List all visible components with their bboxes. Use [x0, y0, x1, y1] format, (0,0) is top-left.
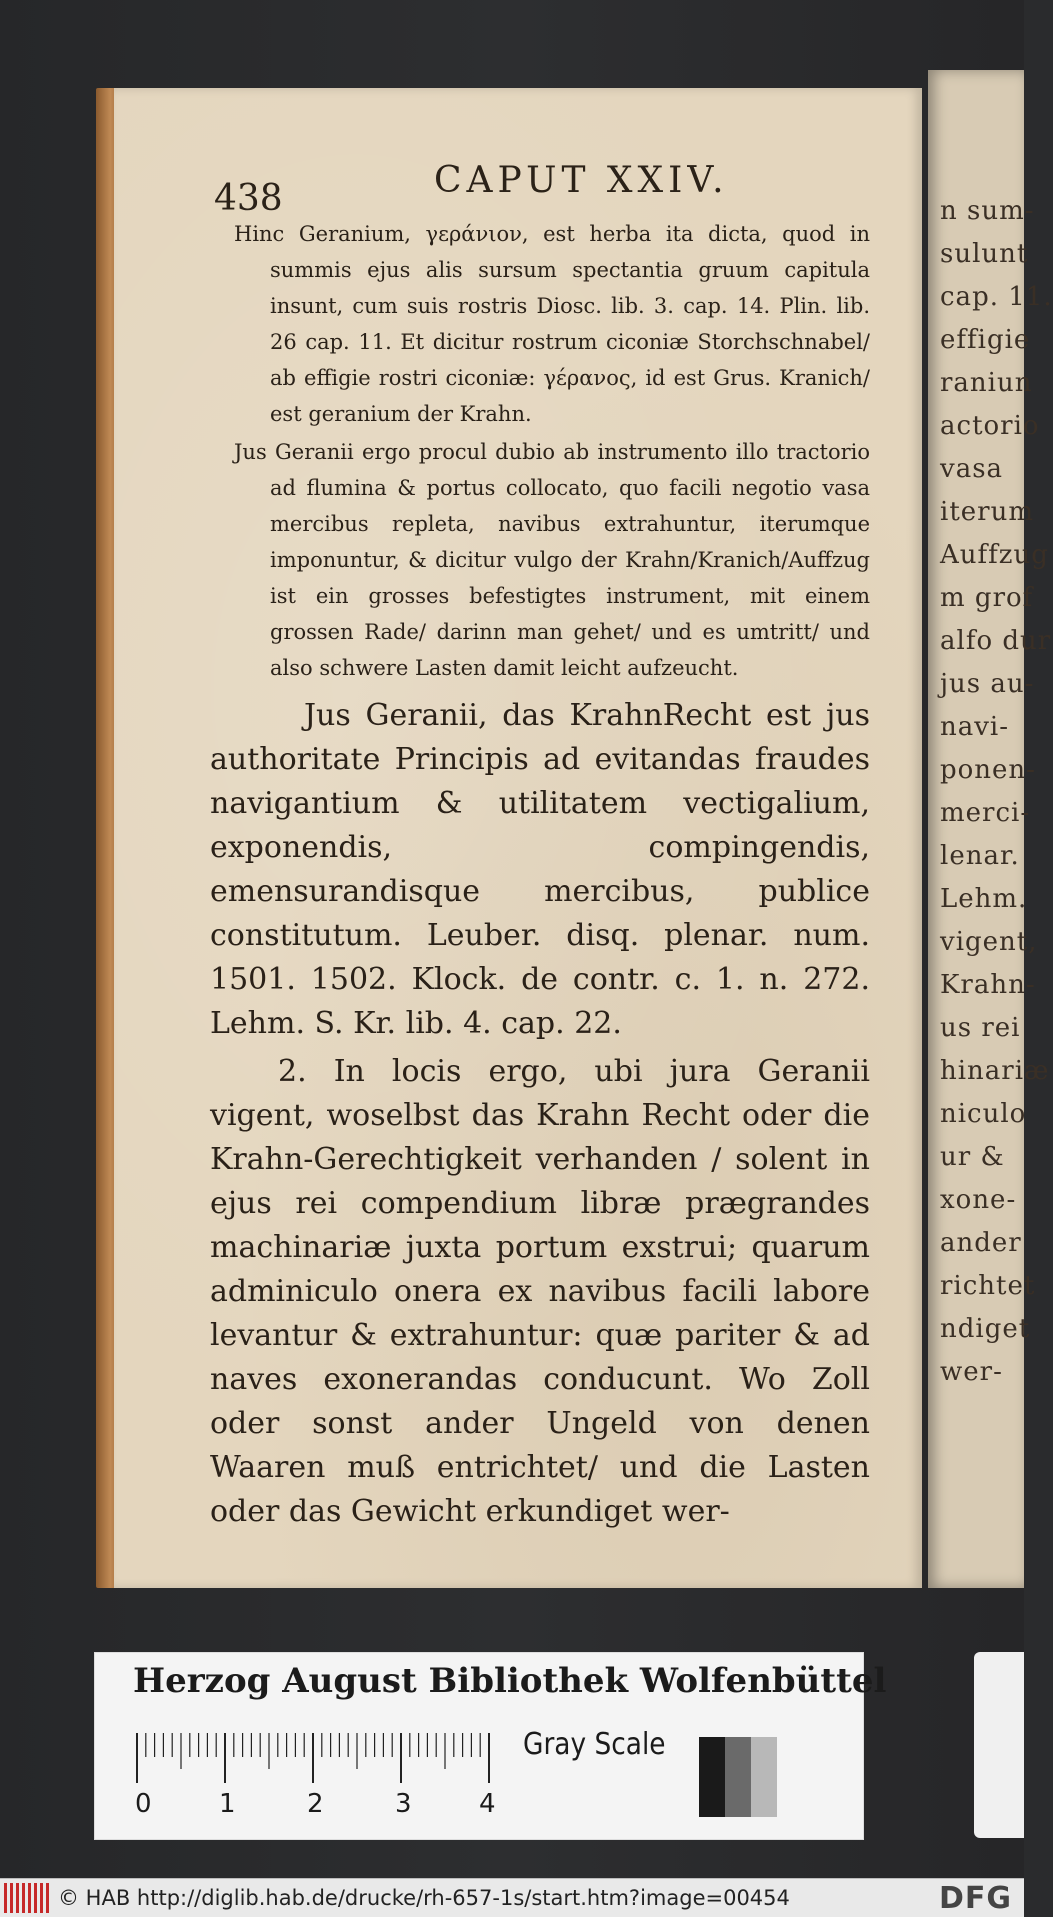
adjacent-page-line: richtet: [940, 1271, 1036, 1301]
footer-bar: [0, 1878, 1024, 1917]
adjacent-page-line: sulunt: [940, 239, 1029, 269]
gray-swatch-dark: [699, 1737, 725, 1817]
paragraph-krahnrecht: Jus Geranii, das KrahnRecht est jus authoritate Principis ad evitandas fraudes navigantium & utilitatem vectigalium, exponendis, compingendis, emensurandisque mercibus, publice constitutum. Leuber. disq. plenar. num. 1501. 1502. Klock. de contr. c. 1. n. 272. Lehm. S. Kr. lib. 4. cap. 22.: [210, 698, 870, 1041]
adjacent-page-line: lenar.: [940, 841, 1020, 871]
dfg-logo: DFG: [938, 1880, 1012, 1916]
ruler-numbers: [135, 1789, 535, 1829]
book-page: [114, 88, 922, 1588]
ruler-ticks: [135, 1733, 515, 1787]
adjacent-page-line: alfo dur: [940, 626, 1052, 656]
adjacent-page-line: Auffzug: [940, 540, 1049, 570]
adjacent-page-line: vasa: [940, 454, 1004, 484]
copyright-url[interactable]: © HAB http://diglib.hab.de/drucke/rh-657-1s/start.htm?image=00454: [58, 1886, 790, 1910]
gray-swatch-mid: [725, 1737, 751, 1817]
adjacent-page-line: Krahn-: [940, 970, 1036, 1000]
ruler-number: 4: [479, 1789, 496, 1819]
adjacent-page-line: niculo: [940, 1099, 1027, 1129]
page-number: 438: [214, 178, 283, 219]
adjacent-page-line: merci-: [940, 798, 1031, 828]
adjacent-scale-card: [974, 1652, 1024, 1838]
adjacent-page-line: iterum: [940, 497, 1034, 527]
adjacent-page-line: ander: [940, 1228, 1022, 1258]
ruler-number: 0: [135, 1789, 152, 1819]
adjacent-page-line: effigie: [940, 325, 1031, 355]
adjacent-page-line: n sum-: [940, 196, 1035, 226]
color-scale-card: [94, 1652, 887, 1840]
ruler-number: 2: [307, 1789, 324, 1819]
adjacent-page-line: xone-: [940, 1185, 1017, 1215]
adjacent-page-line: wer-: [940, 1357, 1003, 1387]
adjacent-page-line: cap. 11.: [940, 282, 1053, 312]
ruler-number: 3: [395, 1789, 412, 1819]
paragraph-geranium-herb: Hinc Geranium, γεράνιον, est herba ita dicta, quod in summis ejus alis sursum spectantia gruum capitula insunt, cum suis rostris Diosc. lib. 3. cap. 14. Plin. lib. 26 cap. 11. Et dicitur rostrum ciconiæ Storchschnabel/ ab effigie rostri ciconiæ: γέρανος, id est Grus. Kranich/ est geranium der Krahn.: [234, 222, 870, 426]
adjacent-page-line: us rei: [940, 1013, 1021, 1043]
adjacent-page-line: vigent,: [940, 927, 1038, 957]
gray-swatch-light: [751, 1737, 777, 1817]
adjacent-page-line: hinariæ: [940, 1056, 1050, 1086]
adjacent-page-line: navi-: [940, 712, 1010, 742]
adjacent-page-line: ur &: [940, 1142, 1005, 1172]
institution-name: Herzog August Bibliothek Wolfenbüttel: [133, 1661, 887, 1701]
gray-scale-label: Gray Scale: [523, 1727, 666, 1762]
page-text: [210, 216, 870, 1534]
running-head: CAPUT XXIV.: [434, 160, 729, 201]
hab-logo-icon: [4, 1883, 50, 1913]
paragraph-section-2: 2. In locis ergo, ubi jura Geranii vigent, woselbst das Krahn Recht oder die Krahn-Gerechtigkeit verhanden / solent in ejus rei compendium libræ prægrandes machinariæ juxta portum exstrui; quarum adminiculo onera ex navibus facili labore levantur & extrahuntur: quæ pariter & ad naves exonerandas conducunt. Wo Zoll oder sonst ander Ungeld von denen Waaren muß entrichtet/ und die Lasten oder das Gewicht erkundiget wer-: [210, 1054, 870, 1529]
adjacent-page-line: m grof: [940, 583, 1034, 613]
adjacent-page-line: jus au-: [940, 669, 1035, 699]
paragraph-jus-geranii-instrument: Jus Geranii ergo procul dubio ab instrumento illo tractorio ad flumina & portus collocato, quo facili negotio vasa mercibus repleta, navibus extrahuntur, iterumque imponuntur, & dicitur vulgo der Krahn/Kranich/Auffzug ist ein grosses befestigtes instrument, mit einem grossen Rade/ darinn man gehet/ und es umtritt/ und also schwere Lasten damit leicht aufzeucht.: [234, 440, 870, 680]
adjacent-page-line: ponen-: [940, 755, 1036, 785]
adjacent-page-line: actorio: [940, 411, 1040, 441]
adjacent-page-line: raniun: [940, 368, 1033, 398]
adjacent-page-line: Lehm.: [940, 884, 1028, 914]
adjacent-page-edge: [928, 70, 1053, 1588]
ruler-number: 1: [219, 1789, 236, 1819]
adjacent-page-text: [928, 70, 1053, 1394]
adjacent-page-line: ndiget: [940, 1314, 1031, 1344]
